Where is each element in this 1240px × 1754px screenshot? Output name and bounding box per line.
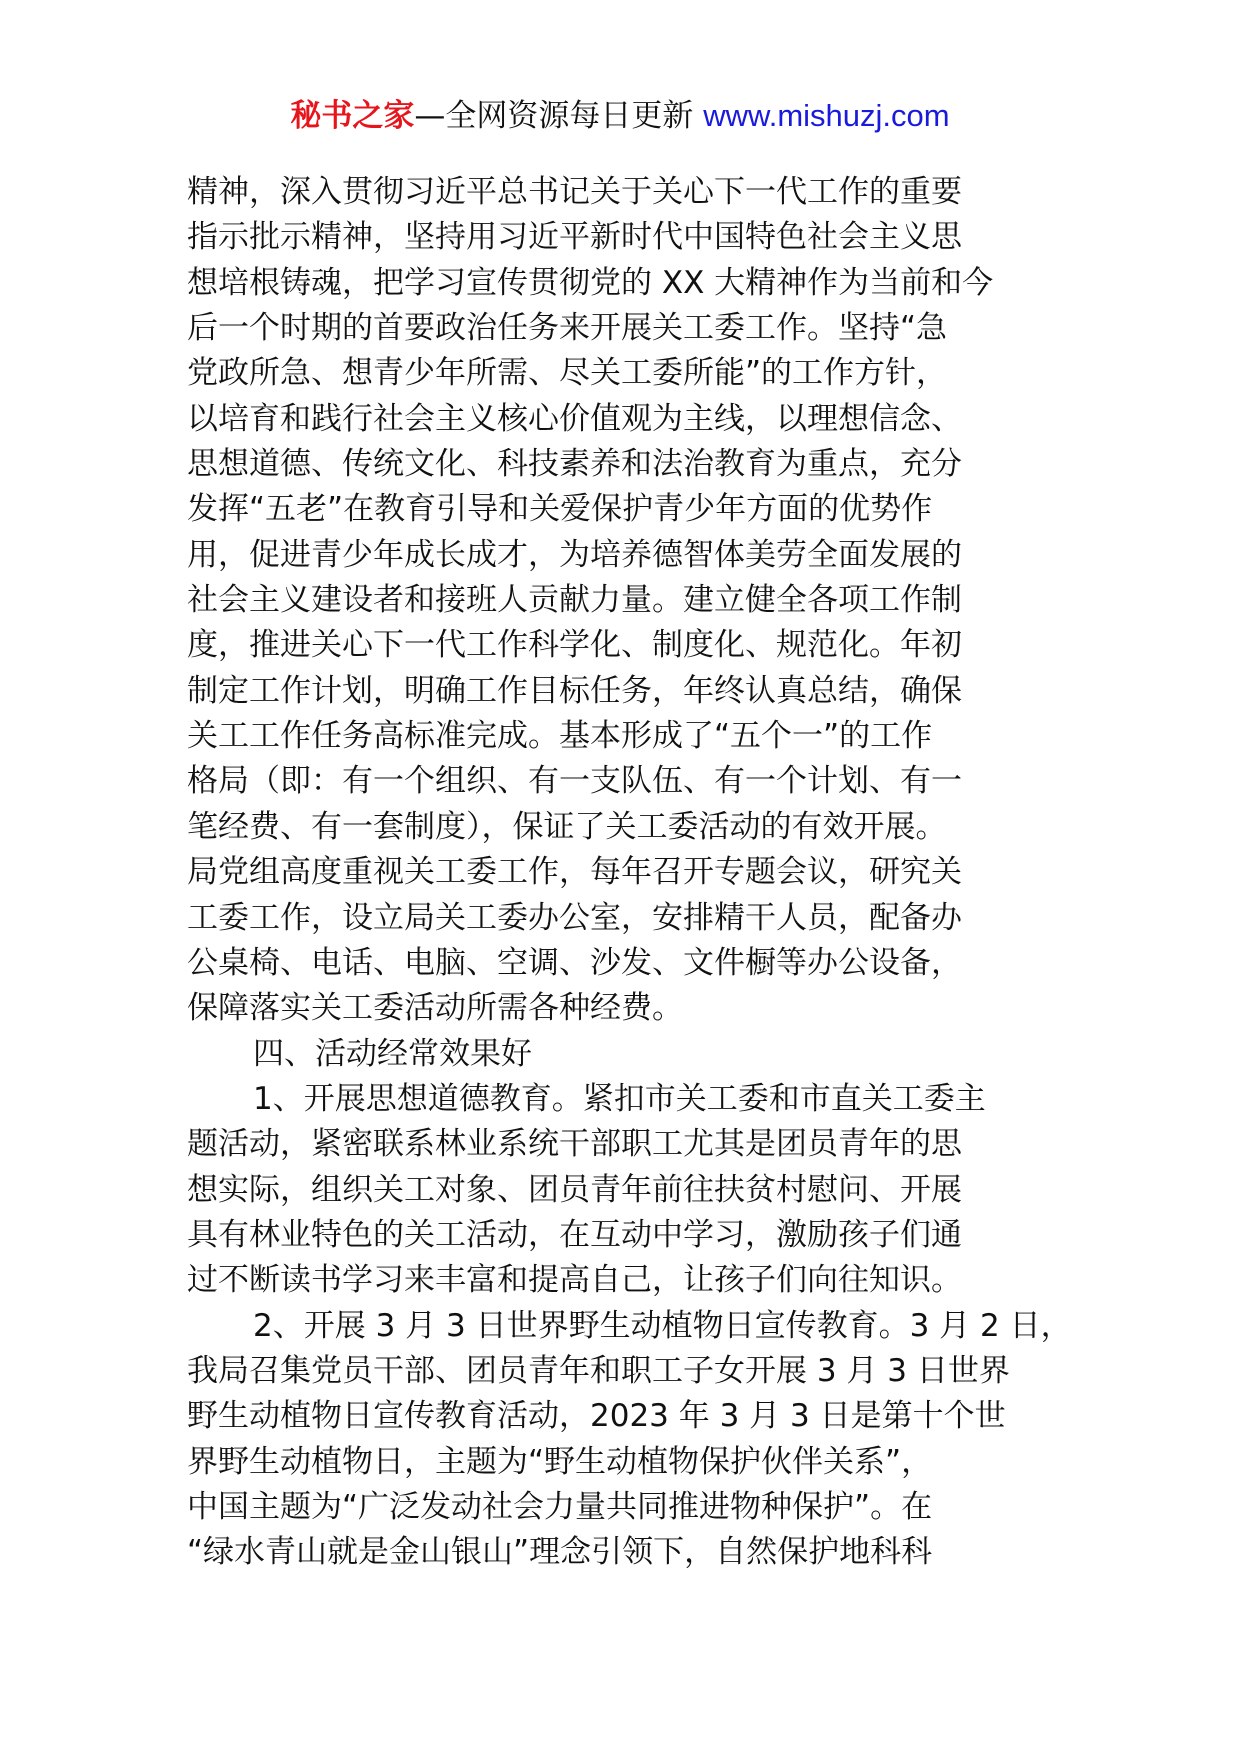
text-line: 制定工作计划，明确工作目标任务，年终认真总结，确保 (187, 672, 962, 709)
text-line: 党政所急、想青少年所需、尽关工委所能”的工作方针， (187, 355, 948, 392)
text-line: 四、活动经常效果好 (253, 1035, 532, 1072)
header-slogan: —全网资源每日更新 (414, 98, 704, 134)
text-line: 发挥“五老”在教育引导和关爱保护青少年方面的优势作 (187, 491, 933, 528)
text-line: 公桌椅、电话、电脑、空调、沙发、文件橱等办公设备， (187, 944, 962, 981)
page-header (0, 96, 1240, 136)
text-line: 中国主题为“广泛发动社会力量共同推进物种保护”。在 (187, 1488, 933, 1525)
text-line: 我局召集党员干部、团员青年和职工子女开展 3 月 3 日世界 (187, 1352, 1010, 1389)
text-line: 2、开展 3 月 3 日世界野生动植物日宣传教育。3 月 2 日， (253, 1307, 1072, 1344)
text-line: 度，推进关心下一代工作科学化、制度化、规范化。年初 (187, 627, 962, 664)
text-line: 过不断读书学习来丰富和提高自己，让孩子们向往知识。 (187, 1262, 962, 1299)
text-line: 指示批示精神，坚持用习近平新时代中国特色社会主义思 (187, 219, 962, 256)
text-line: 题活动，紧密联系林业系统干部职工尤其是团员青年的思 (187, 1126, 962, 1163)
text-line: 思想道德、传统文化、科技素养和法治教育为重点，充分 (187, 446, 962, 483)
text-line: 关工工作任务高标准完成。基本形成了“五个一”的工作 (187, 718, 933, 755)
text-line: “绿水青山就是金山银山”理念引领下，自然保护地科科 (187, 1534, 933, 1571)
text-line: 工委工作，设立局关工委办公室，安排精干人员，配备办 (187, 899, 962, 936)
text-line: 想实际，组织关工对象、团员青年前往扶贫村慰问、开展 (187, 1171, 962, 1208)
text-line: 社会主义建设者和接班人贡献力量。建立健全各项工作制 (187, 582, 962, 619)
text-line: 界野生动植物日，主题为“野生动植物保护伙伴关系”， (187, 1443, 933, 1480)
text-line: 1、开展思想道德教育。紧扣市关工委和市直关工委主 (253, 1080, 986, 1117)
text-line: 保障落实关工委活动所需各种经费。 (187, 990, 683, 1027)
header-url[interactable]: www.mishuzj.com (703, 98, 950, 133)
text-line: 局党组高度重视关工委工作，每年召开专题会议，研究关 (187, 854, 962, 891)
text-line: 用，促进青少年成长成才，为培养德智体美劳全面发展的 (187, 536, 962, 573)
text-line: 野生动植物日宣传教育活动，2023 年 3 月 3 日是第十个世 (187, 1398, 1006, 1435)
document-body (187, 170, 1072, 1576)
text-line: 笔经费、有一套制度），保证了关工委活动的有效开展。 (187, 808, 947, 845)
text-line: 具有林业特色的关工活动，在互动中学习，激励孩子们通 (187, 1216, 962, 1253)
text-line: 精神，深入贯彻习近平总书记关于关心下一代工作的重要 (187, 174, 962, 210)
header-brand: 秘书之家 (290, 98, 415, 134)
text-line: 以培育和践行社会主义核心价值观为主线，以理想信念、 (187, 400, 962, 437)
text-line: 想培根铸魂，把学习宣传贯彻党的 XX 大精神作为当前和今 (187, 264, 994, 301)
text-line: 后一个时期的首要政治任务来开展关工委工作。坚持“急 (187, 310, 948, 347)
text-line: 格局（即：有一个组织、有一支队伍、有一个计划、有一 (187, 763, 962, 800)
